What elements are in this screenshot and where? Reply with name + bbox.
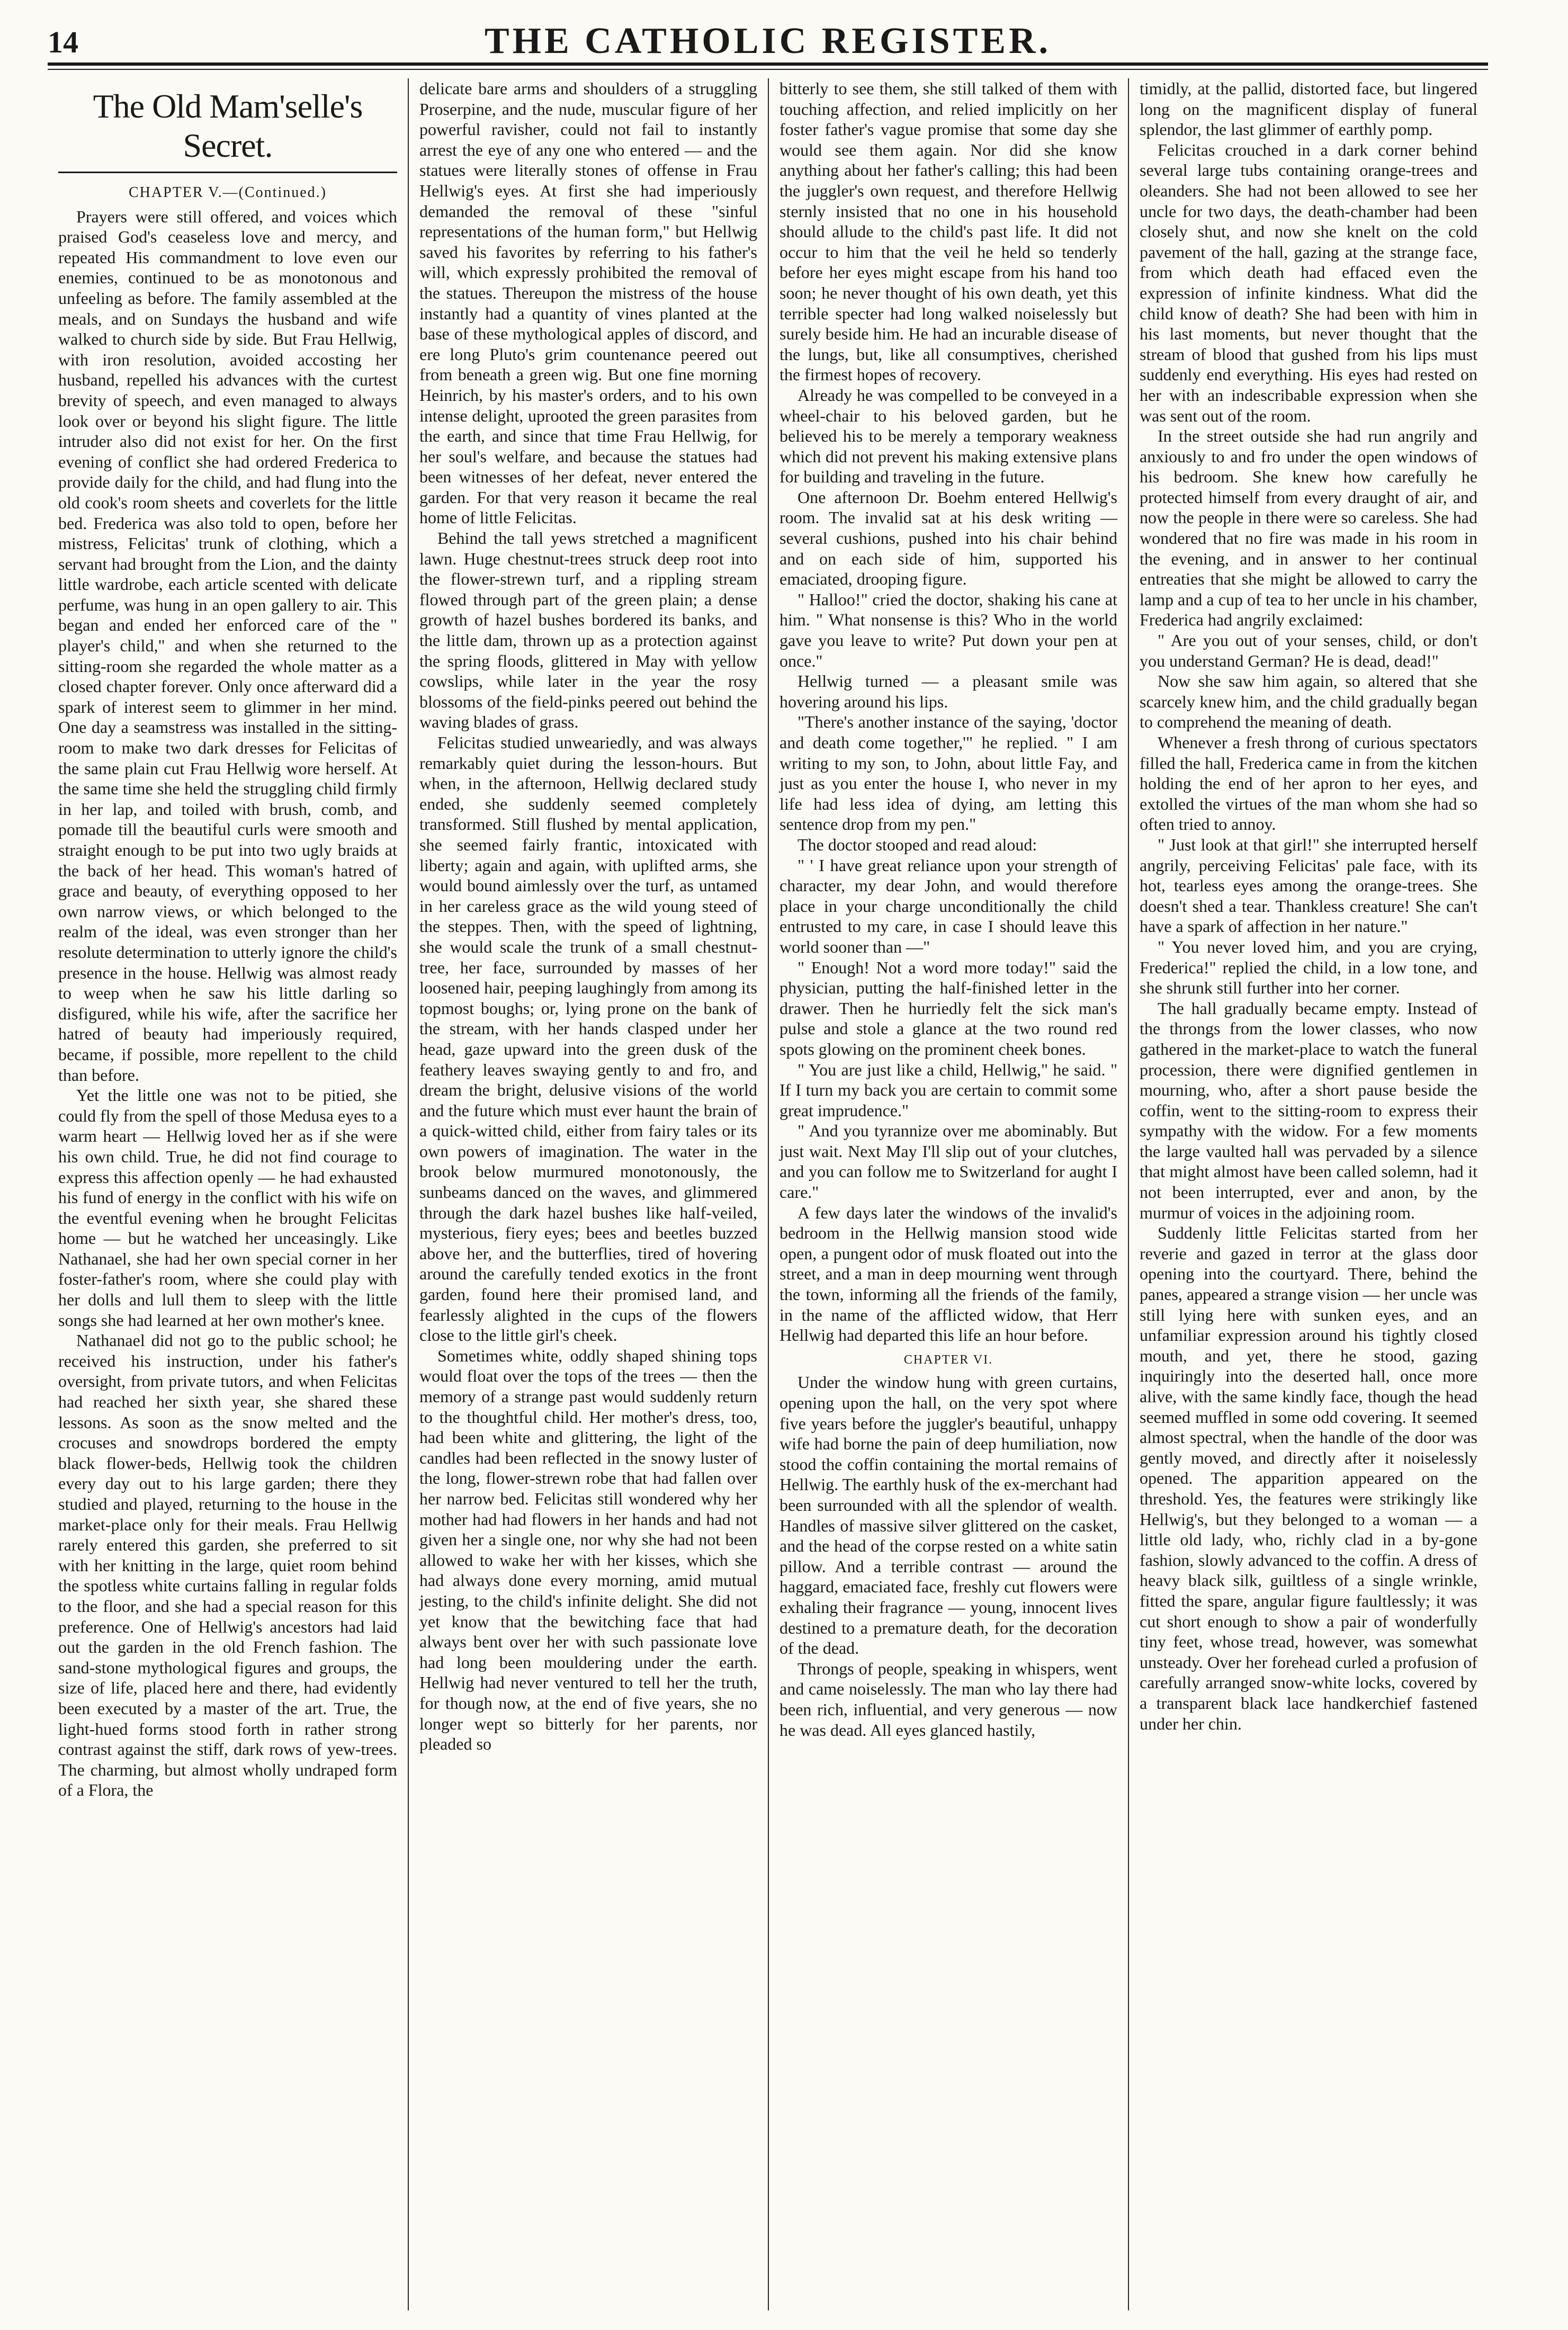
column-3 [768,78,1128,2310]
paragraph: The hall gradually became empty. Instead of the throngs from the lower classes, who now gathered in the market-place to watch the funeral procession, there were dignified gentlemen in mourning, who, after a short pause beside the coffin, went to the sitting-room to express their sympathy with the widow. For a few moments the large vaulted hall was pervaded by a silence that might almost have been called solemn, had it not been interrupted, ever and anon, by the murmur of voices in the adjoining room. [1140,998,1477,1222]
chapter-v-heading: CHAPTER V.—(Continued.) [129,184,327,201]
paragraph: bitterly to see them, she still talked of them with touching affection, and relied implicitly on her foster father's vague promise that some day she would see them again. Nor did she know anything about her father's calling; this had been the juggler's own request, and therefore Hellwig sternly insisted that no one in his household should allude to the child's past life. It did not occur to him that the veil he held so tenderly before her eyes might escape from his hand too soon; he never thought of his own death, yet this terrible specter had long walked noiselessly but surely beside him. He had an incurable disease of the lungs, but, like all consumptives, cherished the firmest hopes of recovery. [779,79,1117,384]
paragraph: " You never loved him, and you are crying, Frederica!" replied the child, in a low tone, and she shrunk still further into her corner. [1140,937,1477,998]
paragraph: Felicitas crouched in a dark corner behind several large tubs containing orange-trees and oleanders. She had not been allowed to see her uncle for two days, the death-chamber had been closely shut, and now she knelt on the cold pavement of the hall, gazing at the strange face, from which death had effaced even the expression of infinite kindness. What did the child know of death? She had been with him in his last moments, but never thought that the stream of blood that gushed from his lips must suddenly end everything. His eyes had rested on her with an indescribable expression when she was sent out of the room. [1140,140,1477,425]
paragraph: " Just look at that girl!" she interrupted herself angrily, perceiving Felicitas' pale face, with its hot, tearless eyes among the orange-trees. She doesn't shed a tear. Thankless creature! She can't have a spark of affection in her nature." [1140,835,1477,936]
paragraph: The doctor stooped and read aloud: [798,835,1037,854]
paragraph: Nathanael did not go to the public school; he received his instruction, under his father's oversight, from private tutors, and when Felicitas had reached her sixth year, she shared these lessons. As soon as the snow melted and the crocuses and snowdrops bordered the empty black flower-beds, Hellwig took the children every day out to his large garden; there they studied and played, returning to the house in the market-place only for their meals. Frau Hellwig rarely entered this garden, she preferred to sit with her knitting in the large, quiet room behind the spotless white curtains falling in regular folds to the floor, and she had a special reason for this preference. One of Hellwig's ancestors had laid out the garden in the old French fashion. The sand-stone mythological figures and groups, the size of life, placed here and there, had evidently been executed by a master of the art. True, the light-hued forms stood forth in rather strong contrast against the stiff, dark rows of yew-trees. The charming, but almost wholly undraped form of a Flora, the [58,1331,397,1800]
paragraph: " ' I have great reliance upon your strength of character, my dear John, and would therefore place in your charge unconditionally the child entrusted to my care, in case I should leave this world sooner than —" [779,855,1117,956]
paragraph: Suddenly little Felicitas started from her reverie and gazed in terror at the glass door opening into the courtyard. There, behind the panes, appeared a strange vision — her uncle was still lying here with sunken eyes, and an unfamiliar expression around his tightly closed mouth, and yet, there he stood, gazing inquiringly into the deserted hall, once more alive, with the same kindly face, though the head seemed muffled in some odd covering. It seemed almost spectral, when the handle of the door was gently moved, and directly after it noiselessly opened. The apparition appeared on the threshold. Yes, the features were strikingly like Hellwig's, but they belonged to a woman — a little old lady, who, richly clad in a by-gone fashion, slowly advanced to the coffin. A dress of heavy black silk, guiltless of a single wrinkle, fitted the spare, angular figure faultlessly; it was cut short enough to show a pair of wonderfully tiny feet, whose tread, however, was somewhat unsteady. Over her forehead curled a profusion of carefully arranged snow-white locks, covered by a transparent black lace handkerchief fastened under her chin. [1140,1223,1477,1733]
paragraph: delicate bare arms and shoulders of a struggling Proserpine, and the nude, muscular figure of her powerful ravisher, could not fail to instantly arrest the eye of any one who entered — and the statues were literally stones of offense in Frau Hellwig's eyes. At first she had imperiously demanded the removal of these "sinful representations of the human form," but Hellwig saved his favorites by referring to his father's will, which expressly prohibited the removal of the statues. Thereupon the mistress of the house instantly had a quantity of vines planted at the base of these mythological apples of discord, and ere long Pluto's grim countenance peered out from beneath a green wig. But one fine morning Heinrich, by his master's orders, and to his own intense delight, uprooted the green parasites from the earth, and since that time Frau Hellwig, for her soul's welfare, and because the statues had been witnesses of her defeat, never entered the garden. For that very reason it became the real home of little Felicitas. [419,79,757,527]
header-rule-thin [48,69,1488,70]
paragraph: Under the window hung with green curtains, opening upon the hall, on the very spot where five years before the juggler's beautiful, unhappy wife had borne the pain of deep humiliation, now stood the coffin containing the mortal remains of Hellwig. The earthly husk of the ex-merchant had been surrounded with all the splendor of wealth. Handles of massive silver glittered on the casket, and the head of the corpse rested on a white satin pillow. And a terrible contrast — around the haggard, emaciated face, freshly cut flowers were exhaling their fragrance — young, innocent lives destined to a premature death, for the decoration of the dead. [779,1373,1117,1658]
masthead [48,20,1488,64]
paragraph: Behind the tall yews stretched a magnificent lawn. Huge chestnut-trees struck deep root into the flower-strewn turf, and a rippling stream flowed through part of the green plain; a dense growth of hazel bushes bordered its banks, and the little dam, thrown up as a protection against the spring floods, glittered in May with yellow cowslips, while later in the year the rosy blossoms of the field-pinks peered out behind the waving blades of grass. [419,528,757,732]
chapter-vi-heading: CHAPTER VI. [903,1352,993,1367]
paragraph: Prayers were still offered, and voices which praised God's ceaseless love and mercy, and repeated His commandment to love even our enemies, continued to be as monotonous and unfeeling as before. The family assembled at the meals, and on Sundays the husband and wife walked to church side by side. But Frau Hellwig, with iron resolution, avoided accosting her husband, repelled his advances with the curtest brevity of speech, and even managed to always look over or beyond his slight figure. The little intruder also did not exist for her. On the first evening of conflict she had ordered Frederica to provide daily for the child, and had flung into the old cook's room sheets and coverlets for the little bed. Frederica was also told to open, before her mistress, Felicitas' trunk of clothing, which a servant had brought from the Lion, and the dainty little wardrobe, each article scented with delicate perfume, was hung in an open gallery to air. This began and ended her enforced care of the " player's child," and when she returned to the sitting-room she regarded the whole matter as a closed chapter forever. Only once afterward did a spark of interest seem to glimmer in her mind. One day a seamstress was installed in the sitting-room to make two dark dresses for Felicitas of the same plain cut Frau Hellwig wore herself. At the same time she held the struggling child firmly in her lap, and toiled with brush, comb, and pomade till the beautiful curls were smooth and straight enough to be put into two ugly braids at the back of her head. This woman's hatred of grace and beauty, of everything opposed to her own narrow views, or which belonged to the realm of the ideal, was even stronger than her resolute determination to utterly ignore the child's presence in the house. Hellwig was almost ready to weep when he saw his little darling so disfigured, while his wife, after the sacrifice her hatred of beauty had imperiously required, became, if possible, more repellent to the child than before. [58,207,397,1085]
page-number: 14 [48,25,78,59]
paragraph: "There's another instance of the saying, 'doctor and death come together,'" he replied. " I am writing to my son, to John, about little Fay, and just as you enter the house I, who never in my life had less idea of dying, am letting this sentence drop from my pen." [779,712,1117,834]
paragraph: " And you tyrannize over me abominably. But just wait. Next May I'll slip out of your clutches, and you can follow me to Switzerland for aught I care." [779,1121,1117,1202]
paragraph: In the street outside she had run angrily and anxiously to and fro under the open windows of his bedroom. She knew how carefully he protected himself from every draught of air, and now the people in there were so careless. She had wondered that no fire was made in his room in the evening, and in answer to her continual entreaties that she might be allowed to carry the lamp and a cup of tea to her uncle in his chamber, Frederica had angrily exclaimed: [1140,426,1477,630]
paragraph: A few days later the windows of the invalid's bedroom in the Hellwig mansion stood wide open, a pungent odor of musk floated out into the street, and a man in deep mourning went through the town, informing all the friends of the family, in the name of the afflicted widow, that Herr Hellwig had departed this life an hour before. [779,1203,1117,1345]
column-4 [1128,78,1488,2310]
paragraph: Sometimes white, oddly shaped shining tops would float over the tops of the trees — then the memory of a strange past would suddenly return to the thoughtful child. Her mother's dress, too, had been white and glittering, the light of the candles had been reflected in the snowy luster of the long, flower-strewn robe that had fallen over her narrow bed. Felicitas still wondered why her mother had had flowers in her hands and had not given her a single one, nor why she had not been allowed to wake her with her kisses, which she had always done every morning, amid mutual jesting, to the child's infinite delight. She did not yet know that the bewitching face that had always bent over her with such passionate love had long been mouldering under the earth. Hellwig had never ventured to tell her the truth, for though now, at the end of five years, she no longer wept so bitterly for her parents, nor pleaded so [419,1346,757,1754]
paragraph: " Halloo!" cried the doctor, shaking his cane at him. " What nonsense is this? Who in the world gave you leave to write? Put down your pen at once." [779,589,1117,670]
paragraph: " You are just like a child, Hellwig," he said. " If I turn my back you are certain to commit some great imprudence." [779,1060,1117,1120]
paragraph: Yet the little one was not to be pitied, she could fly from the spell of those Medusa eyes to a warm heart — Hellwig loved her as if she were his own child. True, he did not find courage to express this affection openly — he had exhausted his fund of energy in the conflict with his wife on the eventful evening when he brought Felicitas home — but he watched her unceasingly. Like Nathanael, she had her own special corner in her foster-father's room, where she could play with her dolls and lull them to sleep with the little songs she had learned at her own mother's knee. [58,1086,397,1330]
paragraph: Throngs of people, speaking in whispers, went and came noiselessly. The man who lay there had been rich, influential, and very generous — now he was dead. All eyes glanced hastily, [779,1659,1117,1740]
article-columns [48,78,1488,2310]
paragraph: Hellwig turned — a pleasant smile was hovering around his lips. [779,671,1117,711]
newspaper-title: THE CATHOLIC REGISTER. [484,21,1052,61]
column-1 [48,78,408,2310]
column-2 [408,78,768,2310]
paragraph: Felicitas studied unweariedly, and was always remarkably quiet during the lesson-hours. But when, in the afternoon, Hellwig declared study ended, she suddenly seemed completely transformed. Still flushed by mental application, she seemed fairly frantic, intoxicated with liberty; again and again, with uplifted arms, she would bound aimlessly over the turf, as untamed in her careless grace as the wild young steed of the steppes. Then, with the speed of lightning, she would scale the trunk of a small chestnut-tree, her face, surrounded by masses of her loosened hair, peeping laughingly from among its topmost boughs; or, lying prone on the bank of the stream, with her hands clasped under her head, gaze upward into the green dusk of the feathery leaves swaying gently to and fro, and dream the bright, delusive visions of the world and the future which must ever haunt the brain of a quick-witted child, either from fairy tales or its own powers of imagination. The water in the brook below murmured monotonously, the sunbeams danced on the waves, and glimmered through the dark hazel bushes like half-veiled, mysterious, fiery eyes; bees and beetles buzzed above her, and the butterflies, tired of hovering around the carefully tended exotics in the front garden, found here their promised land, and fearlessly alighted in the cups of the flowers close to the little girl's cheek. [419,733,757,1345]
paragraph: timidly, at the pallid, distorted face, but lingered long on the magnificent display of funeral splendor, the last glimmer of earthly pomp. [1140,79,1477,139]
paragraph: " Enough! Not a word more today!" said the physician, putting the half-finished letter in the drawer. Then he hurriedly felt the sick man's pulse and stole a glance at the two round red spots glowing on the prominent cheek bones. [779,957,1117,1059]
paragraph: One afternoon Dr. Boehm entered Hellwig's room. The invalid sat at his desk writing — several cushions, pushed into his chair behind and on each side of him, supported his emaciated, drooping figure. [779,487,1117,589]
article-title: The Old Mam'selle's Secret. [58,87,397,173]
paragraph: Now she saw him again, so altered that she scarcely knew him, and the child gradually began to comprehend the meaning of death. [1140,671,1477,732]
paragraph: " Are you out of your senses, child, or don't you understand German? He is dead, dead!" [1140,631,1477,670]
paragraph: Already he was compelled to be conveyed in a wheel-chair to his beloved garden, but he believed his to be merely a temporary weakness which did not prevent his making extensive plans for building and traveling in the future. [779,385,1117,487]
header-rule-thick [48,62,1488,66]
paragraph: Whenever a fresh throng of curious spectators filled the hall, Frederica came in from the kitchen holding the end of her apron to her eyes, and extolled the virtues of the man whom she had so often tried to annoy. [1140,733,1477,834]
